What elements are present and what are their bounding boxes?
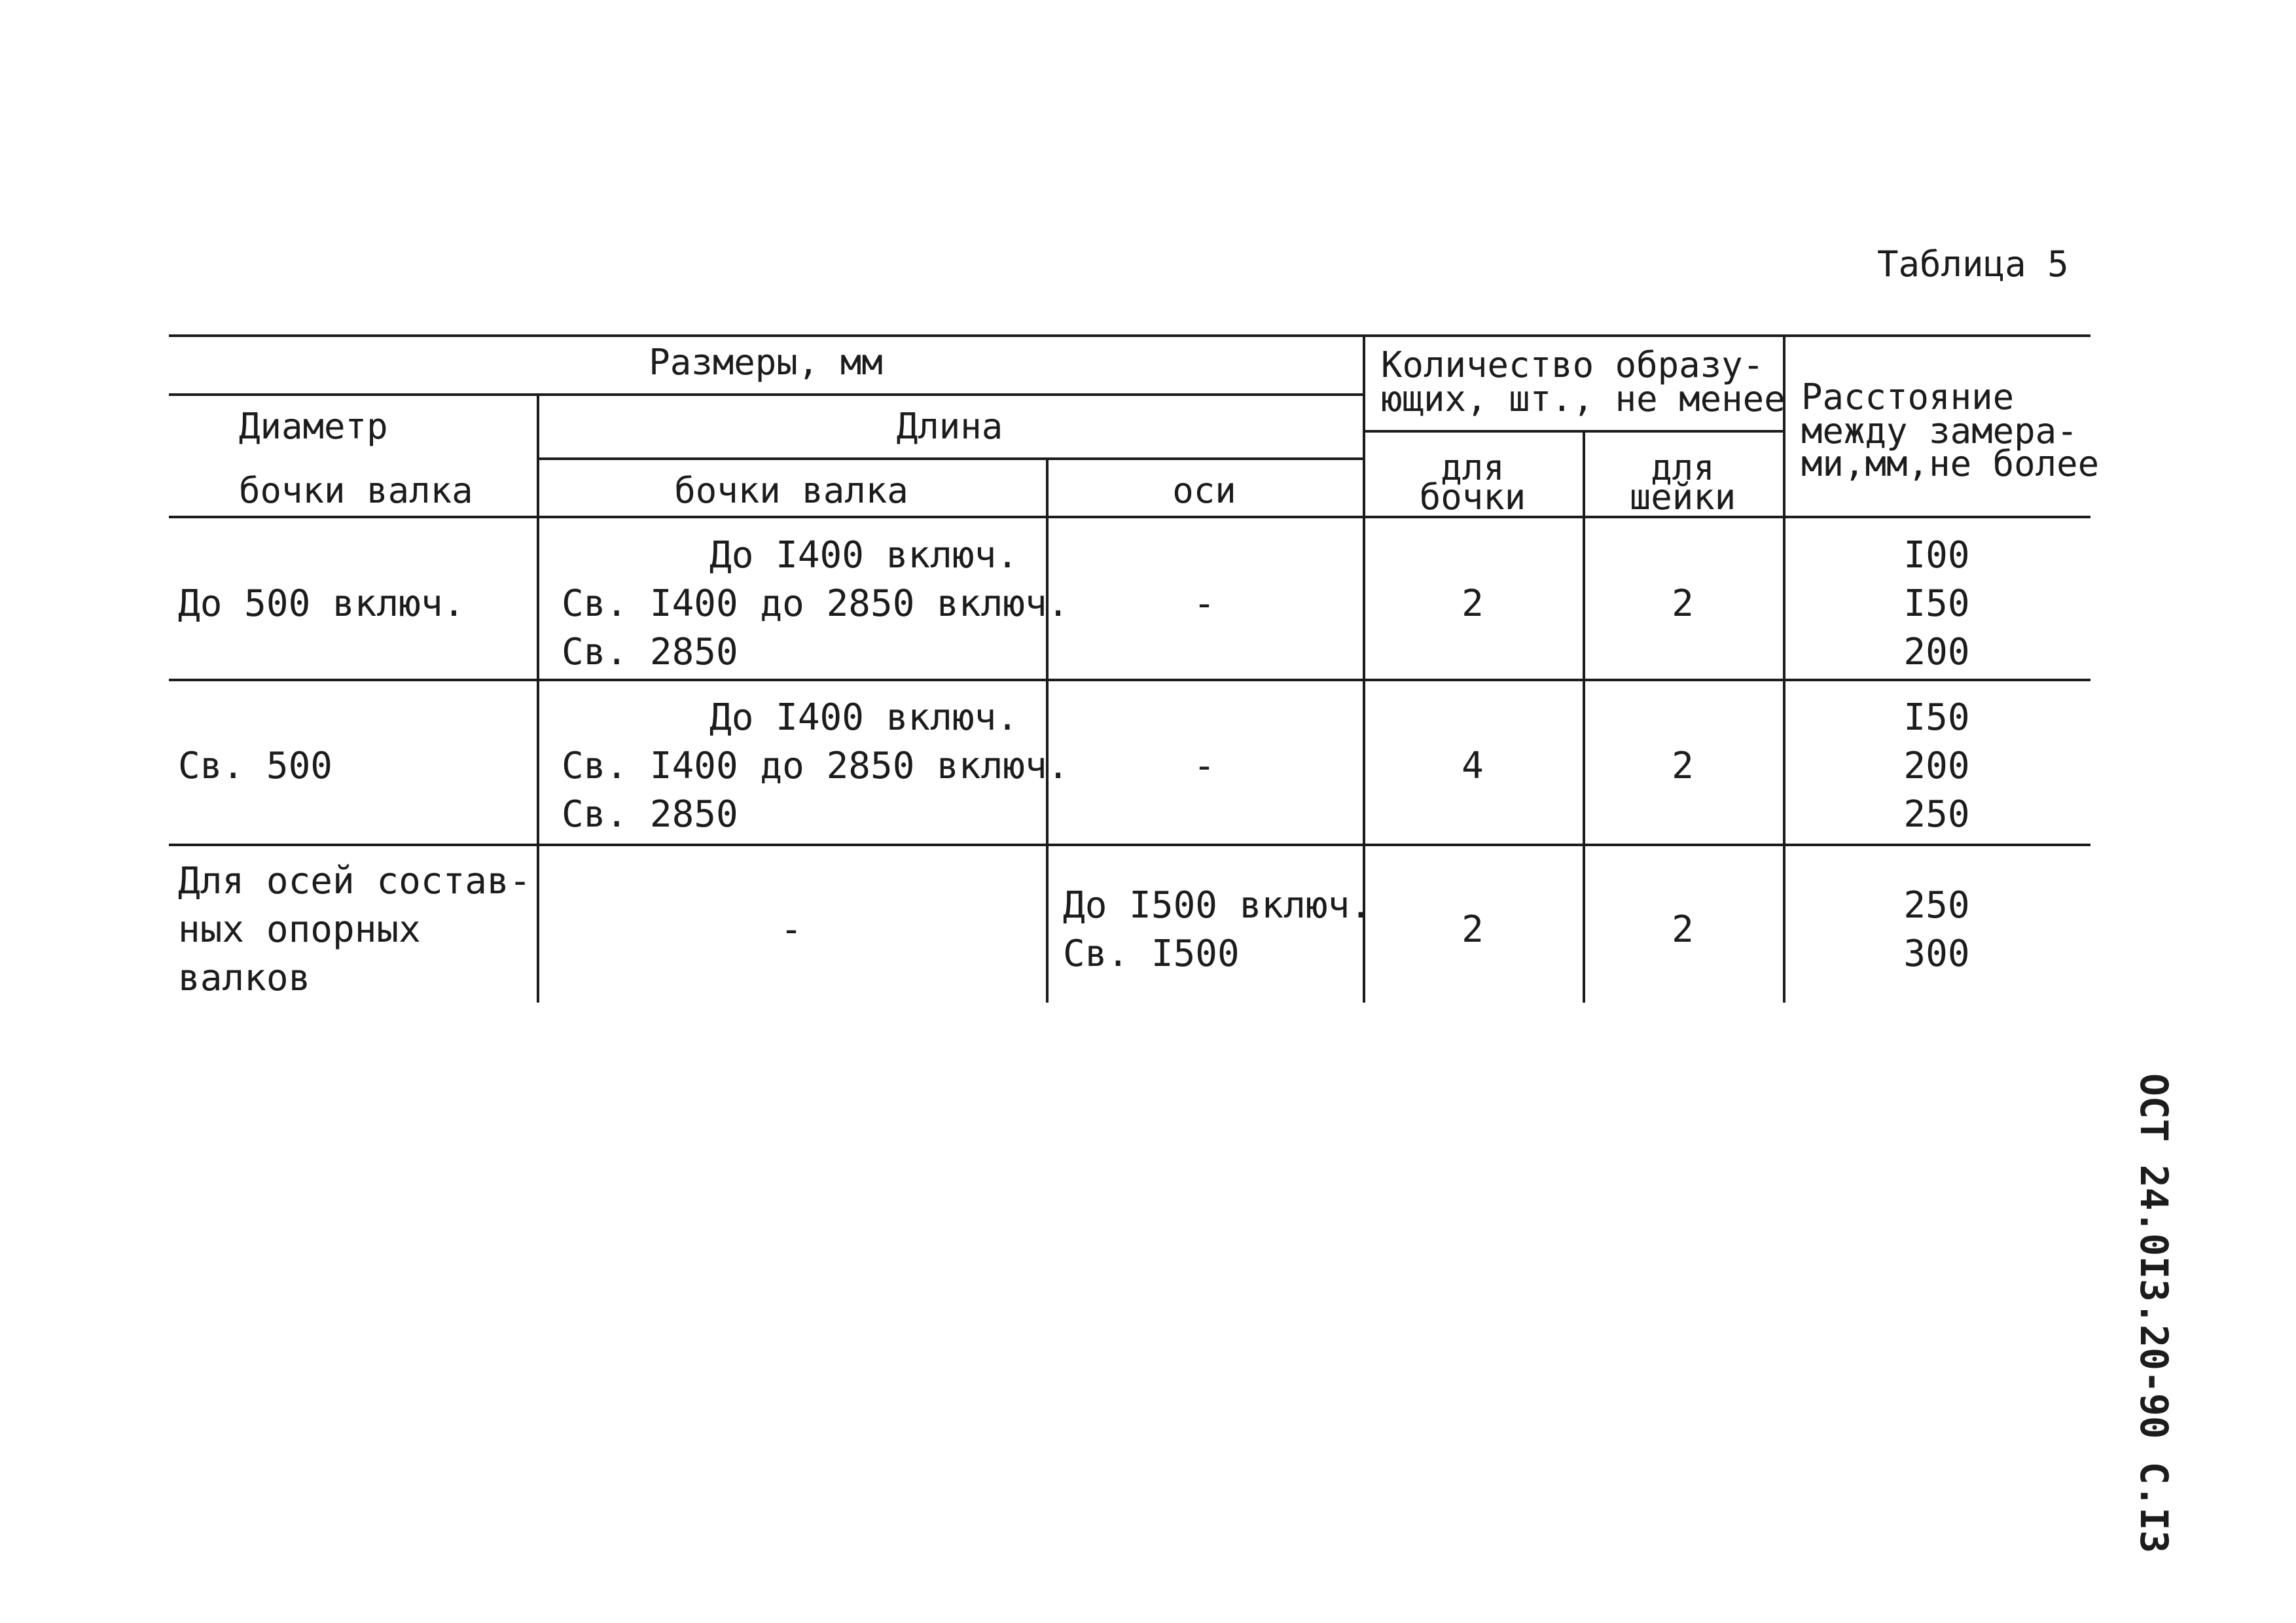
cell-line: 250 [1903,793,1970,836]
cell-count-barrel: 2 [1462,908,1484,951]
header-diameter-line-1: Диаметр [239,406,388,447]
table-top-border [169,334,2090,337]
cell-line: Св. I500 [1063,933,1240,975]
header-count-line-1: Количество образу- [1381,344,1765,385]
cell-line: ных опорных [178,908,421,951]
cell-diameter [178,857,531,1003]
header-diameter-line-2: бочки валка [239,470,473,511]
cell-diameter: До 500 включ. [178,582,465,625]
cell-axle-length: - [1193,582,1215,625]
cell-distance [1783,531,2090,677]
header-rule-count [1363,430,1783,433]
cell-diameter: Св. 500 [178,745,333,787]
header-count-barrel-line-2: бочки [1419,476,1526,518]
column-divider-barrel-length [1046,457,1049,1003]
header-count-neck-line-1: для [1651,447,1715,488]
cell-line: 300 [1903,933,1970,975]
cell-distance [1783,694,2090,839]
cell-line: Для осей состав- [178,860,531,902]
document-code: ОСТ 24.0I3.20-90 С.I3 [2132,1073,2176,1554]
cell-line: До I500 включ. [1063,884,1372,927]
cell-line: Св. I400 до 2850 включ. [562,582,1069,625]
cell-count-neck: 2 [1672,582,1694,625]
cell-axle-length [1063,882,1372,978]
cell-line: I50 [1903,696,1970,739]
table-caption: Таблица 5 [1877,243,2069,285]
row-divider-2 [169,844,2090,846]
header-sizes: Размеры, мм [649,342,883,383]
header-rule-length [537,457,1363,460]
cell-count-neck: 2 [1672,908,1694,951]
header-distance-line-3: ми,мм,не более [1801,443,2100,484]
header-length-barrel: бочки валка [674,470,908,511]
cell-line: I00 [1903,534,1970,577]
header-distance-line-2: между замера- [1801,410,2078,452]
row-divider-1 [169,679,2090,681]
cell-line: Св. I400 до 2850 включ. [562,745,1069,787]
header-count-barrel-line-1: для [1441,447,1505,488]
cell-line: Св. 2850 [562,631,738,673]
cell-line: 200 [1903,631,1970,673]
cell-axle-length: - [1193,745,1215,787]
header-distance-line-1: Расстояние [1801,376,2015,418]
cell-count-neck: 2 [1672,745,1694,787]
header-count-line-2: ющих, шт., не менее [1381,378,1785,419]
cell-line: Св. 2850 [562,793,738,836]
cell-barrel-length [562,531,1069,677]
cell-count-barrel: 2 [1462,582,1484,625]
header-count-neck-line-2: шейки [1629,476,1736,518]
header-bottom-border [169,516,2090,518]
header-rule-sizes [169,393,1363,396]
cell-barrel-length [562,694,1069,839]
cell-barrel-length: - [780,908,802,951]
header-length: Длина [896,406,1003,447]
cell-line: 250 [1903,884,1970,927]
cell-count-barrel: 4 [1462,745,1484,787]
cell-line: валков [178,957,311,999]
cell-line: I50 [1903,582,1970,625]
cell-distance [1783,882,2090,978]
cell-line: 200 [1903,745,1970,787]
cell-line: До I400 включ. [709,534,1018,577]
header-length-axle: оси [1172,470,1236,511]
cell-line: До I400 включ. [709,696,1018,739]
